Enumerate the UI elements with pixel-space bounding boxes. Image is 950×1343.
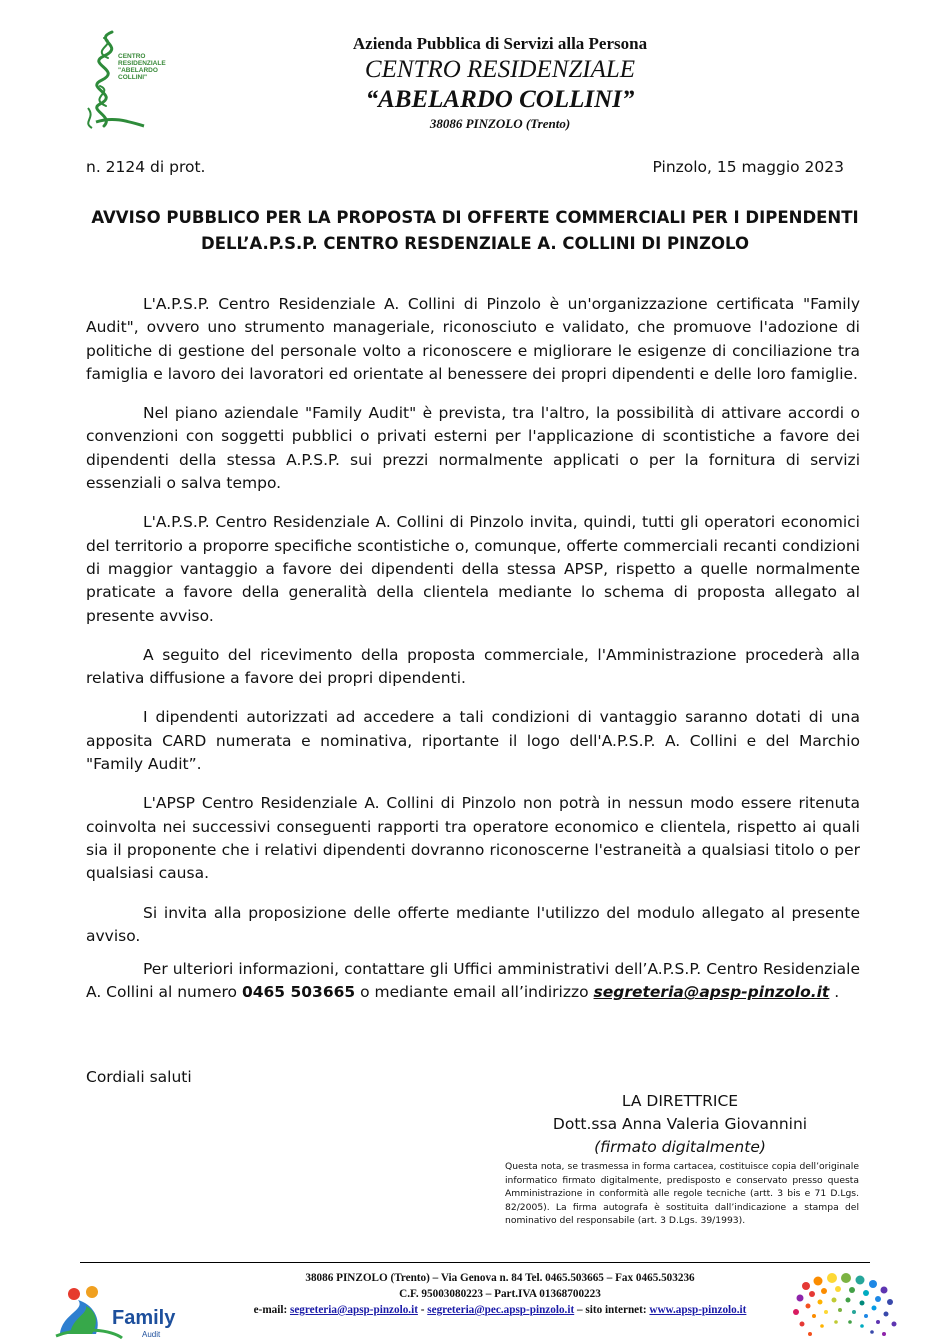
contact-text: . (829, 983, 840, 1002)
logo-caption-line: COLLINI" (118, 74, 148, 81)
footer-pec-link[interactable]: segreteria@pec.apsp-pinzolo.it (427, 1304, 575, 1316)
body-paragraph: I dipendenti autorizzati ad accedere a tali condizioni di vantaggio saranno dotati di una apposita CARD numerata e nominativa, riportante il logo dell'A.P.S.P. A. Collini e del Marchio "Family Audit”. (86, 708, 860, 774)
contact-text: Per ulteriori informazioni, contattare gli Uffici amministrativi dell’A.P.S.P. Centro Residenziale A. Collini al numero (86, 960, 860, 1002)
logo-caption (118, 53, 188, 81)
family-logo-text: Family (112, 1307, 176, 1329)
body-paragraph: L'APSP Centro Residenziale A. Collini di Pinzolo non potrà in nessun modo essere ritenuta coinvolta nei successivi conseguenti rapporti tra operatore economico e clientela, rispetto ai quali sia il proponente che i relativi dipendenti dovranno riconoscerne l'estraneità a qualsiasi titolo o per qualsiasi causa. (86, 794, 860, 883)
footer-address: 38086 PINZOLO (Trento) – Via Genova n. 84 Tel. 0465.503665 – Fax 0465.503236 (305, 1272, 695, 1284)
audit-logo-text: Audit (142, 1330, 161, 1339)
document-body (86, 293, 860, 1021)
protocol-number: n. 2124 di prot. (86, 158, 206, 176)
contact-paragraph (86, 958, 860, 1005)
logo-caption-line: CENTRO (118, 53, 146, 60)
logo-caption-line: RESIDENZIALE (118, 60, 166, 67)
body-paragraph: Si invita alla proposizione delle offerte mediante l'utilizzo del modulo allegato al presente avviso. (86, 903, 860, 945)
signatory-name: Dott.ssa Anna Valeria Giovannini (552, 1115, 808, 1133)
dots-logo-icon (786, 1272, 904, 1340)
footer-separator: - (417, 1304, 428, 1316)
digital-signature-disclaimer: Questa nota, se trasmessa in forma cartacea, costituisce copia dell’originale informatico firmato digitalmente, predisposto e conservato presso questa Amministrazione in conformità alle regole tecniche (artt. 3 bis e 71 D.Lgs. 82/2005). La firma autografa è sostituita dall’indicazione a stampa del nominativo del responsabile (art. 3 D.Lgs. 39/1993). (505, 1161, 859, 1227)
contact-text: o mediante email all’indirizzo (355, 983, 594, 1002)
footer-tax-ids: C.F. 95003080223 – Part.IVA 01368700223 (399, 1288, 601, 1300)
organization-type: Azienda Pubblica di Servizi alla Persona (352, 34, 648, 53)
title-line: AVVISO PUBBLICO PER LA PROPOSTA DI OFFERTE COMMERCIALI PER I DIPENDENTI (91, 208, 859, 227)
document-title (86, 205, 864, 257)
footer-site-label: – sito internet: (574, 1304, 650, 1316)
body-paragraph: L'A.P.S.P. Centro Residenziale A. Collini di Pinzolo invita, quindi, tutti gli operatori economici del territorio a proporre specifiche scontistiche o, comunque, offerte commerciali recanti condizioni di maggior vantaggio a favore dei dipendenti della stessa APSP, rispetto a quelle normalmente praticate a favore della generalità della clientela mediante lo schema di proposta allegato al presente avviso. (86, 513, 860, 625)
title-line: DELL’A.P.S.P. CENTRO RESDENZIALE A. COLLINI DI PINZOLO (201, 234, 749, 253)
family-audit-logo-icon (52, 1284, 182, 1340)
logo-caption-line: "ABELARDO (118, 67, 158, 74)
body-paragraph: L'A.P.S.P. Centro Residenziale A. Collini di Pinzolo è un'organizzazione certificata "Family Audit", ovvero uno strumento manageriale, riconosciuto e validato, che promuove l'adozione di politiche di gestione del personale volto a riconoscere e migliorare le esigenze di conciliazione tra famiglia e lavoro dei lavoratori ed orientate al benessere dei propri dipendenti e delle loro famiglie. (86, 295, 860, 383)
signature-note: (firmato digitalmente) (594, 1138, 766, 1156)
contact-email-link[interactable]: segreteria@apsp-pinzolo.it (593, 983, 830, 1002)
footer-divider (80, 1262, 870, 1263)
signatory-role: LA DIRETTRICE (621, 1092, 739, 1110)
contact-phone: 0465 503665 (241, 983, 356, 1002)
closing-greeting: Cordiali saluti (86, 1068, 192, 1086)
organization-address: 38086 PINZOLO (Trento) (429, 116, 571, 131)
body-paragraph: A seguito del ricevimento della proposta commerciale, l'Amministrazione procederà alla relativa diffusione a favore dei propri dipendenti. (86, 645, 860, 688)
footer-email-link[interactable]: segreteria@apsp-pinzolo.it (289, 1304, 418, 1316)
footer-website-link[interactable]: www.apsp-pinzolo.it (649, 1304, 747, 1316)
place-date: Pinzolo, 15 maggio 2023 (652, 158, 844, 176)
organization-name: CENTRO RESIDENZIALE (364, 56, 636, 83)
body-paragraph: Nel piano aziendale "Family Audit" è prevista, tra l'altro, la possibilità di attivare accordi o convenzioni con soggetti pubblici o privati esterni per l'applicazione di scontistiche a favore dei dipendenti della stessa A.P.S.P. sui prezzi normalmente applicati o per la fornitura di servizi essenziali o salva tempo. (86, 404, 860, 493)
organization-name-2: “ABELARDO COLLINI” (365, 86, 635, 113)
footer-contacts (205, 1304, 795, 1316)
footer-email-label: e-mail: (253, 1304, 290, 1316)
